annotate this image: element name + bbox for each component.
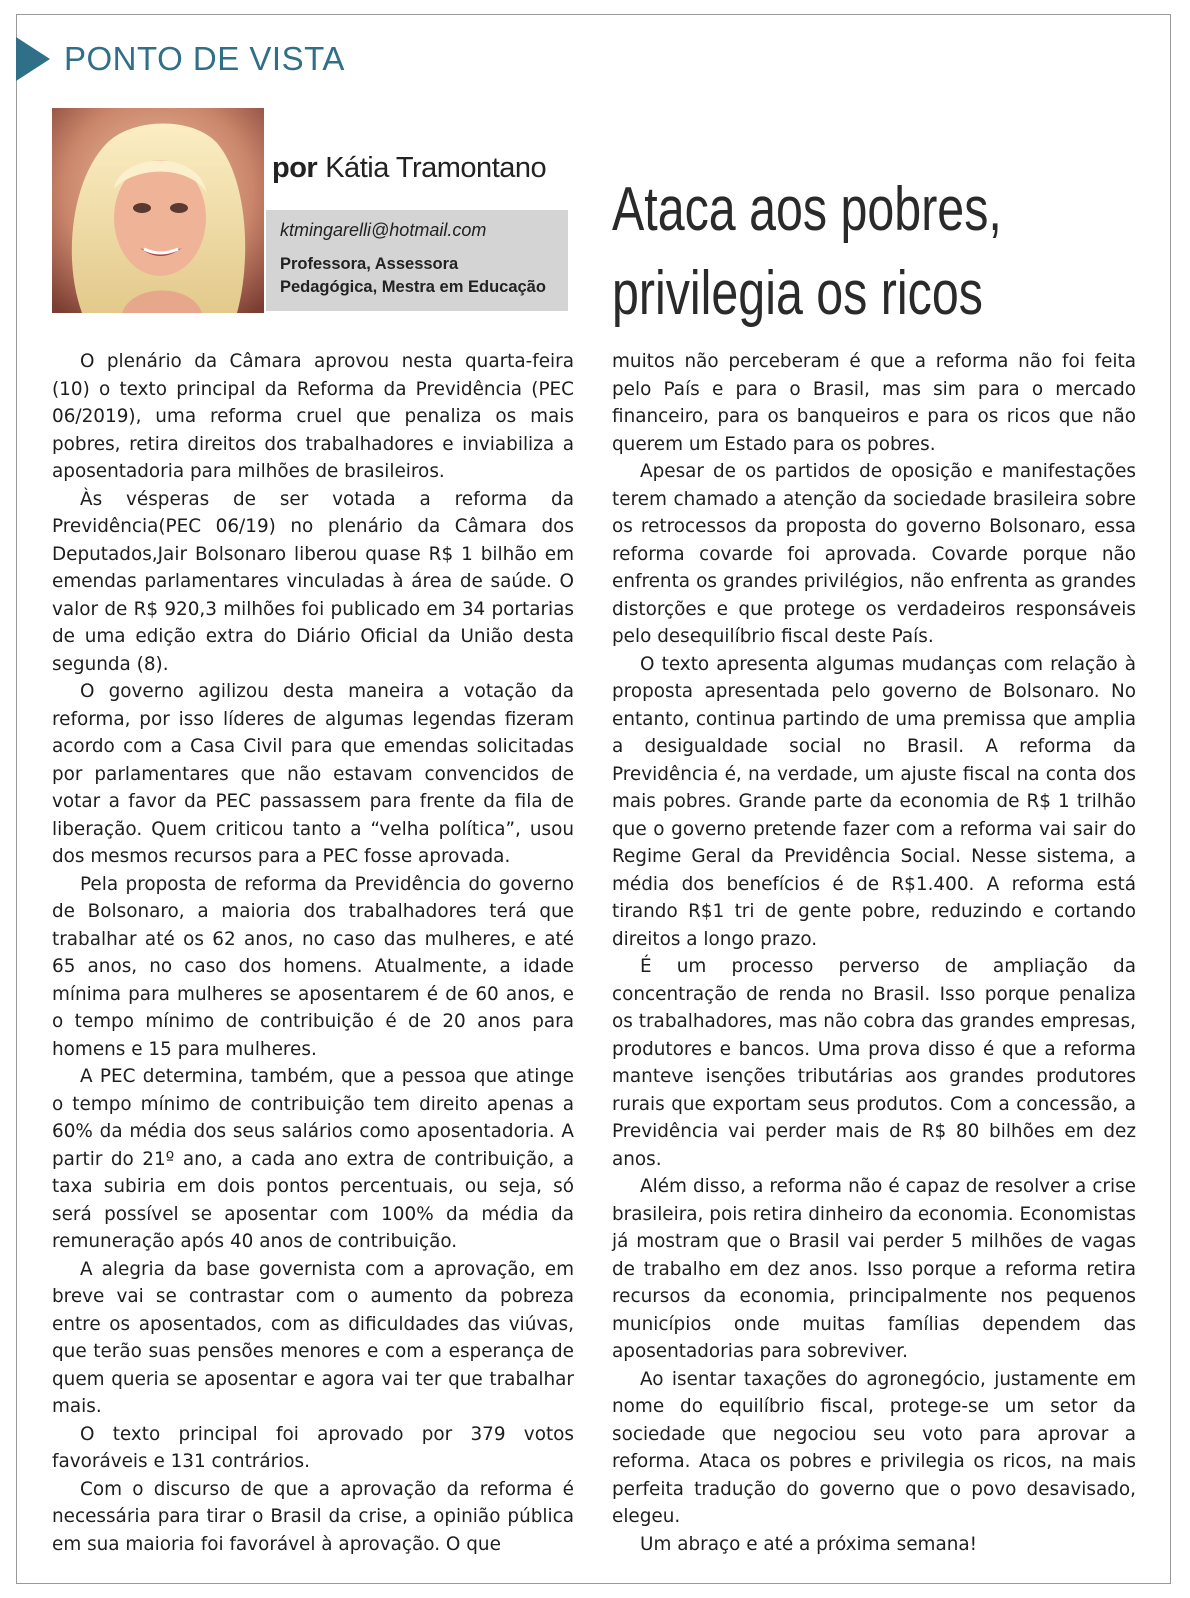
paragraph: A alegria da base governista com a aprovação, em breve vai se contrastar com o aumento da pobreza entre os aposentados, com as dificuldades das viúvas, que terão suas pensões menores e com a esperança de quem queria se aposentar e agora vai ter que trabalhar mais.	[52, 1258, 574, 1417]
author-role-line-2: Pedagógica, Mestra em Educação	[280, 278, 546, 296]
author-byline	[272, 152, 546, 185]
paragraph: Ao isentar taxações do agronegócio, justamente em nome do equilíbrio fiscal, protege-se um setor da sociedade que negociou seu voto para aprovar a reforma. Ataca os pobres e privilegia os ricos, na mais perfeita tradução do governo que o povo desavisado, elegeu.	[612, 1368, 1136, 1527]
author-photo	[52, 108, 264, 313]
paragraph: muitos não perceberam é que a reforma não foi feita pelo País e para o Brasil, mas sim para o mercado financeiro, para os banqueiros e para os ricos que não querem um Estado para os pobres.	[612, 351, 1136, 455]
paragraph: Com o discurso de que a aprovação da reforma é necessária para tirar o Brasil da crise, a opinião pública em sua maioria foi favorável à aprovação. O que	[52, 1478, 574, 1555]
article-headline	[612, 168, 1033, 336]
headline-line-2: privilegia os ricos	[612, 259, 983, 328]
byline-prefix: por	[272, 152, 318, 184]
author-email[interactable]: ktmingarelli@hotmail.com	[280, 220, 487, 240]
author-name: Kátia Tramontano	[325, 152, 547, 184]
paragraph: É um processo perverso de ampliação da concentração de renda no Brasil. Isso porque penaliza os trabalhadores, mas não cobra das grandes empresas, produtores e bancos. Uma prova disso é que a reforma manteve isenções tributárias aos grandes produtores rurais que exportam seus produtos. Com a concessão, a Previdência vai perder mais de R$ 80 bilhões em dez anos.	[612, 956, 1136, 1170]
paragraph: O texto apresenta algumas mudanças com relação à proposta apresentada pelo governo de Bolsonaro. No entanto, continua partindo de uma premissa que amplia a desigualdade social no Brasil. A reforma da Previdência é, na verdade, um ajuste fiscal na conta dos mais pobres. Grande parte da economia de R$ 1 trilhão que o governo pretende fazer com a reforma vai sair do Regime Geral da Previdência Social. Nesse sistema, a média dos benefícios é de R$1.400. A reforma está tirando R$1 tri de gente pobre, reduzindo e cortando direitos a longo prazo.	[612, 653, 1136, 950]
paragraph: O governo agilizou desta maneira a votação da reforma, por isso líderes de algumas legendas fizeram acordo com a Casa Civil para que emendas solicitadas por parlamentares que não estavam convencidos de votar a favor da PEC passassem para frente da fila de liberação. Quem criticou tanto a “velha política”, usou dos mesmos recursos para a PEC fosse aprovada.	[52, 681, 574, 867]
paragraph: O plenário da Câmara aprovou nesta quarta-feira (10) o texto principal da Reforma da Previdência (PEC 06/2019), uma reforma cruel que penaliza os mais pobres, retira direitos dos trabalhadores e inviabiliza a aposentadoria para milhões de brasileiros.	[52, 351, 574, 482]
paragraph: O texto principal foi aprovado por 379 votos favoráveis e 131 contrários.	[52, 1423, 574, 1472]
section-header	[16, 36, 345, 82]
headline-line-1: Ataca aos pobres,	[612, 175, 1002, 244]
article-column-right	[612, 348, 1136, 1558]
paragraph: Às vésperas de ser votada a reforma da Previdência(PEC 06/19) no plenário da Câmara dos Deputados,Jair Bolsonaro liberou quase R$ 1 bilhão em emendas parlamentares vinculadas à área de saúde. O valor de R$ 920,3 milhões foi publicado em 34 portarias de uma edição extra do Diário Oficial da União desta segunda (8).	[52, 488, 574, 675]
author-info-box	[266, 210, 568, 311]
paragraph: A PEC determina, também, que a pessoa que atinge o tempo mínimo de contribuição tem direito apenas a 60% da média dos seus salários como aposentadoria. A partir do 21º ano, a cada ano extra de contribuição, a taxa subiria em dois pontos percentuais, ou seja, só será possível se aposentar com 100% da média da remuneração após 40 anos de contribuição.	[52, 1066, 574, 1252]
closing-line: Um abraço e até a próxima semana!	[640, 1533, 978, 1555]
section-title: PONTO DE VISTA	[64, 40, 345, 77]
paragraph: Apesar de os partidos de oposição e manifestações terem chamado a atenção da sociedade brasileira sobre os retrocessos da proposta do governo Bolsonaro, essa reforma covarde foi aprovada. Covarde porque não enfrenta os grandes privilégios, não enfrenta as grandes distorções e que protege os verdadeiros responsáveis pelo desequilíbrio fiscal deste País.	[612, 461, 1136, 647]
paragraph: Além disso, a reforma não é capaz de resolver a crise brasileira, pois retira dinheiro da economia. Economistas já mostram que o Brasil vai perder 5 milhões de vagas de trabalho em dez anos. Isso porque a reforma retira recursos da economia, principalmente nos pequenos municípios onde muitas famílias dependem das aposentadorias para sobreviver.	[612, 1176, 1136, 1362]
article-column-left	[52, 348, 574, 1558]
section-arrow-icon	[16, 37, 50, 81]
paragraph: Pela proposta de reforma da Previdência do governo de Bolsonaro, a maioria dos trabalhadores terá que trabalhar até os 62 anos, no caso das mulheres, e até 65 anos, no caso dos homens. Atualmente, a idade mínima para mulheres se aposentarem é de 60 anos, e o tempo mínimo de contribuição é de 20 anos para homens e 15 para mulheres.	[52, 873, 574, 1060]
author-role-line-1: Professora, Assessora	[280, 255, 459, 273]
